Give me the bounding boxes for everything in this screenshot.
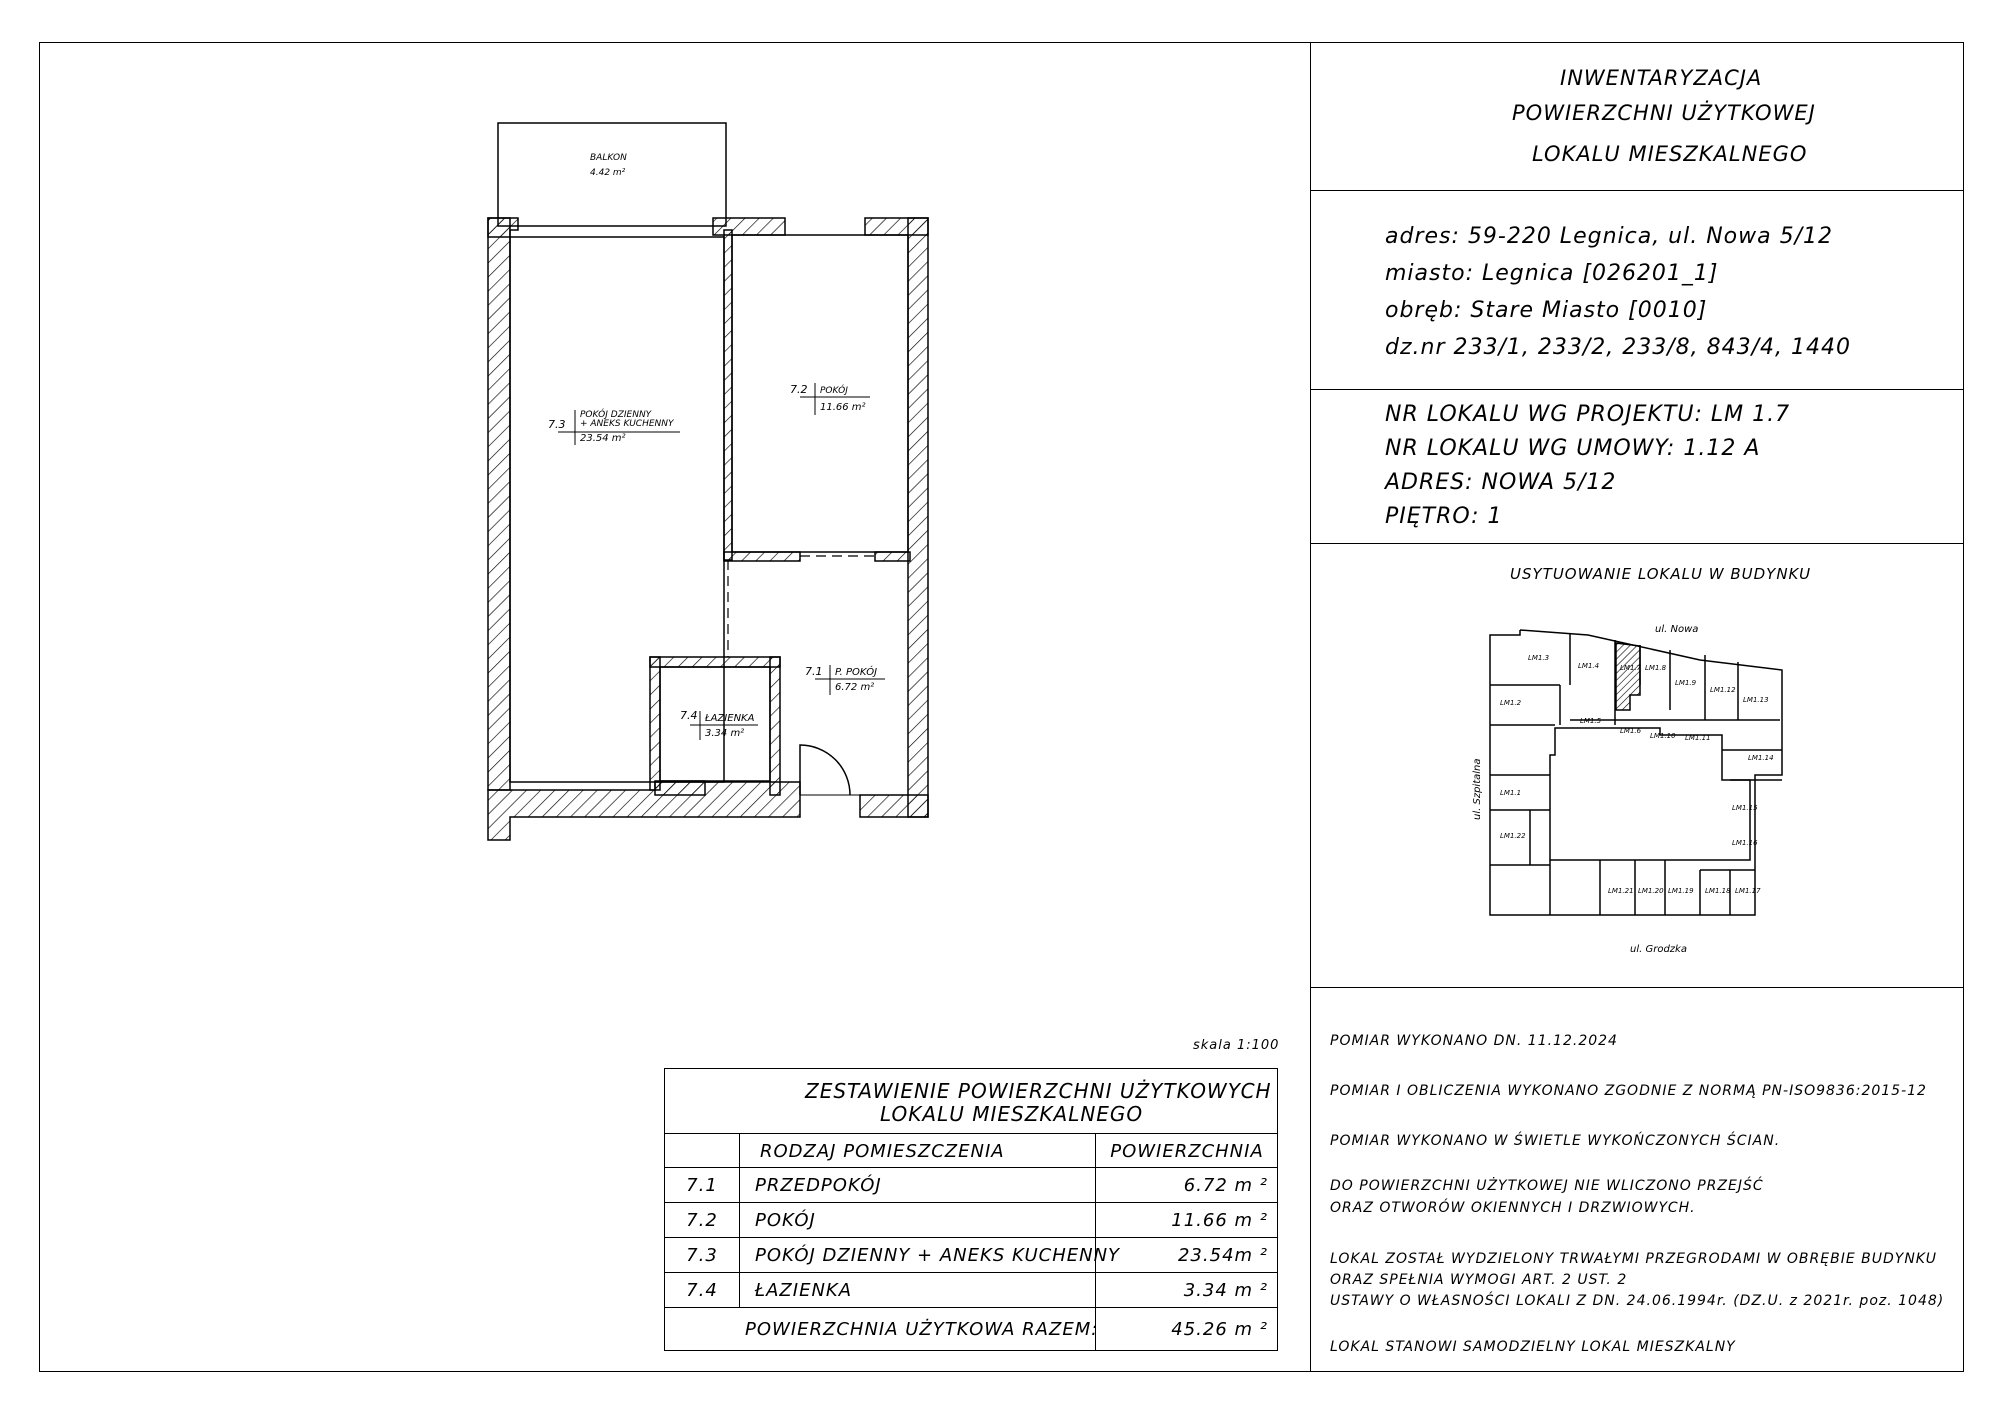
row-area: 3.34 m ² (1095, 1273, 1268, 1308)
note-3: POMIAR WYKONANO W ŚWIETLE WYKOŃCZONYCH ŚCIAN. (1330, 1133, 1781, 1149)
highlighted-unit (1616, 643, 1640, 710)
bath-wall-left (650, 657, 660, 790)
divider-1 (1310, 190, 1964, 191)
room-area: 23.54 m² (580, 433, 626, 444)
site-unit-label: LM1.7 (1620, 664, 1642, 672)
wall-bottom-left (488, 782, 800, 840)
site-unit-label: LM1.12 (1710, 686, 1736, 694)
room-no: 7.4 (680, 709, 698, 722)
title-block-divider (1310, 42, 1311, 1372)
row-type: POKÓJ DZIENNY + ANEKS KUCHENNY (755, 1245, 1121, 1266)
room-name: POKÓJ DZIENNY (580, 410, 652, 420)
row-no: 7.1 (665, 1168, 740, 1203)
room-name: P. POKÓJ (835, 667, 878, 678)
room-name: ŁAZIENKA (705, 713, 755, 724)
site-unit-label: LM1.13 (1743, 696, 1769, 704)
site-unit-label: LM1.18 (1705, 887, 1731, 895)
note-7: ORAZ SPEŁNIA WYMOGI ART. 2 UST. 2 (1330, 1272, 1628, 1288)
row-area: 23.54m ² (1095, 1238, 1268, 1273)
heading-line-1: INWENTARYZACJA (1560, 66, 1763, 90)
room-name: + ANEKS KUCHENNY (580, 419, 674, 429)
wall-partition (724, 230, 732, 560)
note-6: LOKAL ZOSTAŁ WYDZIELONY TRWAŁYMI PRZEGRODAMI W OBRĘBIE BUDYNKU (1330, 1251, 1937, 1267)
site-unit-label: LM1.15 (1732, 804, 1758, 812)
heading-line-3: LOKALU MIESZKALNEGO (1532, 142, 1808, 166)
address-line: adres: 59-220 Legnica, ul. Nowa 5/12 (1385, 224, 1834, 249)
site-unit-label: LM1.10 (1650, 732, 1676, 740)
table-row (665, 1237, 1277, 1273)
room-no: 7.3 (548, 418, 566, 431)
note-5: ORAZ OTWORÓW OKIENNYCH I DRZWIOWYCH. (1330, 1200, 1696, 1216)
divider-3 (1310, 543, 1964, 544)
divider-4 (1310, 987, 1964, 988)
col-area-header: POWIERZCHNIA (1095, 1134, 1278, 1168)
row-no: 7.2 (665, 1203, 740, 1238)
bath-wall-top (650, 657, 780, 667)
site-plan (1460, 610, 1820, 955)
parcel-line: dz.nr 233/1, 233/2, 233/8, 843/4, 1440 (1385, 335, 1852, 360)
unit-floor-line: PIĘTRO: 1 (1385, 504, 1503, 529)
site-unit-label: LM1.22 (1500, 832, 1526, 840)
site-unit-label: LM1.17 (1735, 887, 1761, 895)
table-title-2: LOKALU MIESZKALNEGO (880, 1102, 1144, 1126)
street-top-label: ul. Nowa (1655, 624, 1699, 635)
room-no: 7.1 (805, 665, 823, 678)
site-unit-label: LM1.6 (1620, 727, 1642, 735)
total-label: POWIERZCHNIA UŻYTKOWA RAZEM: (745, 1319, 1099, 1340)
wall-room-bottom (724, 552, 800, 561)
site-unit-label: LM1.4 (1578, 662, 1600, 670)
site-unit-label: LM1.5 (1580, 717, 1602, 725)
summary-table (664, 1068, 1278, 1351)
balcony-area: 4.42 m² (590, 168, 626, 178)
site-unit-label: LM1.16 (1732, 839, 1758, 847)
wall-left (488, 218, 510, 790)
balcony-name: BALKON (590, 153, 627, 163)
floor-plan (480, 115, 940, 850)
row-area: 6.72 m ² (1095, 1168, 1268, 1203)
door-swing (800, 745, 850, 795)
heading-line-2: POWIERZCHNI UŻYTKOWEJ (1512, 101, 1816, 125)
wall-right (908, 218, 928, 817)
wall-bottom-right (860, 795, 928, 817)
row-area: 11.66 m ² (1095, 1203, 1268, 1238)
site-unit-label: LM1.20 (1638, 887, 1664, 895)
location-title: USYTUOWANIE LOKALU W BUDYNKU (1510, 565, 1812, 583)
scale-label: skala 1:100 (1193, 1038, 1280, 1053)
note-9: LOKAL STANOWI SAMODZIELNY LOKAL MIESZKALNY (1330, 1339, 1736, 1355)
note-8: USTAWY O WŁASNOŚCI LOKALI Z DN. 24.06.1994r. (DZ.U. z 2021r. poz. 1048) (1330, 1293, 1945, 1309)
street-bottom-label: ul. Grodzka (1630, 944, 1687, 955)
note-4: DO POWIERZCHNI UŻYTKOWEJ NIE WLICZONO PRZEJŚĆ (1330, 1178, 1764, 1194)
row-type: PRZEDPOKÓJ (755, 1175, 882, 1196)
unit-contract-line: NR LOKALU WG UMOWY: 1.12 A (1385, 436, 1761, 461)
unit-address-line: ADRES: NOWA 5/12 (1385, 470, 1617, 495)
street-left-label: ul. Szpitalna (1472, 758, 1483, 820)
site-unit-label: LM1.2 (1500, 699, 1522, 707)
row-type: POKÓJ (755, 1210, 816, 1231)
col-type-header: RODZAJ POMIESZCZENIA (760, 1140, 1005, 1162)
site-unit-label: LM1.8 (1645, 664, 1667, 672)
courtyard-outline (1550, 728, 1750, 860)
site-unit-label: LM1.9 (1675, 679, 1697, 687)
row-no: 7.3 (665, 1238, 740, 1273)
room-area: 6.72 m² (835, 682, 875, 693)
precinct-line: obręb: Stare Miasto [0010] (1385, 298, 1708, 323)
site-unit-label: LM1.14 (1748, 754, 1774, 762)
row-no: 7.4 (665, 1273, 740, 1308)
divider-2 (1310, 389, 1964, 390)
room-no: 7.2 (790, 383, 808, 396)
bath-wall-right (770, 657, 780, 795)
site-unit-label: LM1.19 (1668, 887, 1694, 895)
room-name: POKÓJ (820, 386, 848, 396)
unit-project-line: NR LOKALU WG PROJEKTU: LM 1.7 (1385, 402, 1791, 427)
site-unit-label: LM1.1 (1500, 789, 1522, 797)
site-unit-label: LM1.11 (1685, 734, 1711, 742)
site-unit-label: LM1.21 (1608, 887, 1634, 895)
table-row (665, 1272, 1277, 1308)
table-row (665, 1167, 1277, 1203)
table-total-row (665, 1307, 1277, 1351)
bath-wall-bottom (655, 781, 705, 795)
table-header-row (665, 1133, 1277, 1168)
note-1: POMIAR WYKONANO DN. 11.12.2024 (1330, 1033, 1618, 1049)
city-line: miasto: Legnica [026201_1] (1385, 261, 1719, 286)
wall-top-left (488, 218, 518, 237)
site-unit-label: LM1.3 (1528, 654, 1550, 662)
wall-room-bottom-right (875, 552, 910, 561)
total-value: 45.26 m ² (1095, 1308, 1268, 1351)
room-area: 3.34 m² (705, 728, 745, 739)
table-title-1: ZESTAWIENIE POWIERZCHNI UŻYTKOWYCH (805, 1079, 1272, 1103)
note-2: POMIAR I OBLICZENIA WYKONANO ZGODNIE Z NORMĄ PN-ISO9836:2015-12 (1330, 1083, 1927, 1099)
table-row (665, 1202, 1277, 1238)
room-area: 11.66 m² (820, 402, 866, 413)
row-type: ŁAZIENKA (755, 1280, 853, 1301)
